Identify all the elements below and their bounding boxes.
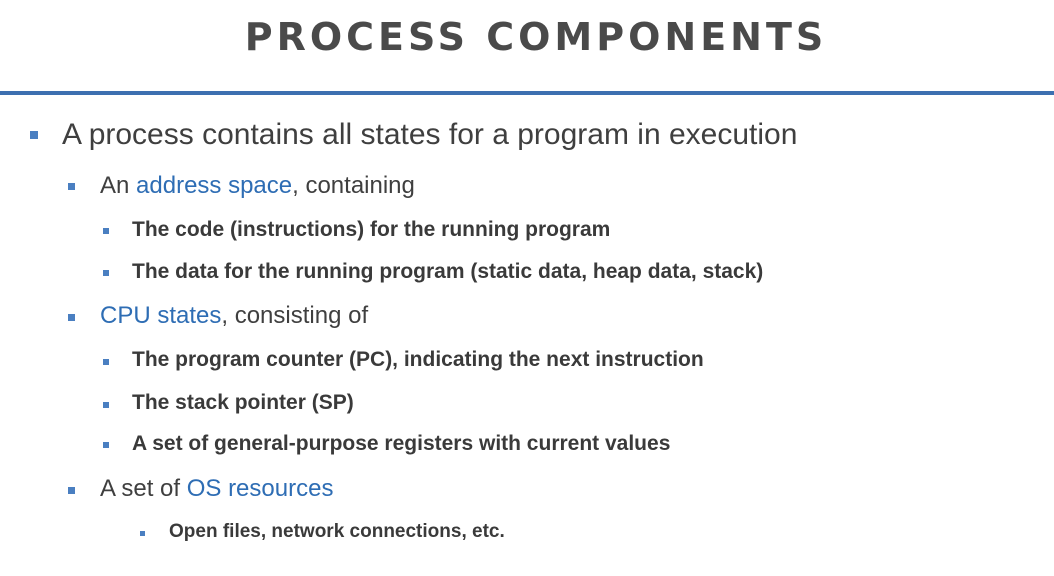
cpu-states-item: The stack pointer (SP)	[132, 391, 354, 414]
bullet-square-icon	[68, 314, 75, 321]
address-space-item: The data for the running program (static data, heap data, stack)	[132, 260, 764, 283]
cpu-states-item: The program counter (PC), indicating the next instruction	[132, 348, 704, 371]
bullet-square-icon	[68, 487, 75, 494]
bullet-square-icon	[103, 359, 109, 365]
os-resources-heading	[100, 475, 333, 503]
title-divider	[0, 91, 1054, 95]
bullet-square-icon	[103, 442, 109, 448]
bullet-square-icon	[103, 270, 109, 276]
heading-prefix: An	[100, 172, 137, 199]
heading-suffix: , consisting of	[221, 302, 369, 329]
address-space-item: The code (instructions) for the running program	[132, 218, 611, 241]
address-space-highlight: address space	[136, 172, 293, 199]
bullet-square-icon	[140, 531, 145, 536]
main-point: A process contains all states for a program in execution	[62, 118, 798, 151]
bullet-square-icon	[103, 402, 109, 408]
cpu-states-item: A set of general-purpose registers with current values	[132, 432, 671, 455]
cpu-states-heading	[100, 302, 368, 330]
address-space-heading	[100, 172, 415, 200]
heading-prefix: A set of	[100, 475, 187, 502]
bullet-square-icon	[103, 228, 109, 234]
os-resources-highlight: OS resources	[186, 475, 334, 502]
os-resources-item: Open files, network connections, etc.	[169, 521, 505, 542]
heading-suffix: , containing	[292, 172, 415, 199]
cpu-states-highlight: CPU states	[100, 302, 222, 329]
bullet-square-icon	[68, 183, 75, 190]
bullet-square-icon	[30, 131, 38, 139]
slide-title: PROCESS COMPONENTS	[244, 15, 828, 59]
